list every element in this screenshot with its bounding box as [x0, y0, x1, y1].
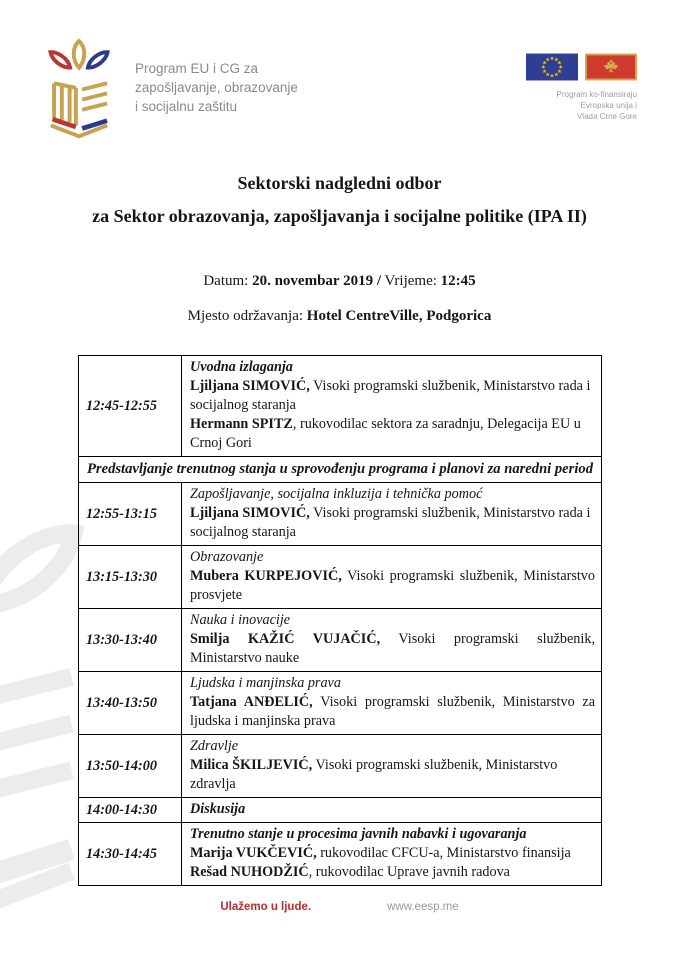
agenda-time-cell: 12:55-13:15	[79, 483, 182, 546]
agenda-text-span: Ljiljana SIMOVIĆ,	[190, 378, 310, 394]
agenda-text-line	[190, 693, 595, 731]
agenda-text-line	[190, 504, 595, 542]
agenda-text-line	[190, 825, 595, 844]
agenda-text-span: Zapošljavanje, socijalna inkluzija i tehnička pomoć	[190, 486, 483, 502]
agenda-table	[78, 355, 602, 886]
agenda-row	[79, 546, 602, 609]
agenda-text-span: , rukovodilac Uprave javnih radova	[308, 864, 510, 880]
venue-line	[0, 308, 679, 325]
agenda-row	[79, 735, 602, 798]
agenda-text-span: Diskusija	[190, 801, 246, 817]
agenda-text-line	[87, 459, 593, 479]
cofinancing-line: Program ko-finansiraju	[556, 90, 637, 99]
time-value: 12:45	[440, 273, 476, 289]
agenda-text-span: Visoki programski službenik, Ministarstvo rada i socijalnog staranja	[190, 378, 591, 413]
separator: /	[376, 273, 381, 289]
brand-line: i socijalnu zaštitu	[135, 99, 238, 114]
agenda-text-line	[190, 377, 595, 415]
agenda-text-span: Zdravlje	[190, 738, 239, 754]
program-logo-text	[135, 59, 298, 116]
agenda-text-span: Uvodna izlaganja	[190, 359, 293, 375]
cofinancing-caption	[526, 89, 637, 122]
agenda-text-span: , rukovodilac sektora za saradnju, Delegacija EU u Crnoj Gori	[190, 416, 581, 451]
date-value: 20. novembar 2019	[252, 273, 374, 289]
agenda-text-line	[190, 674, 595, 693]
agenda-time-cell: 13:30-13:40	[79, 609, 182, 672]
agenda-text-span: Nauka i inovacije	[190, 612, 291, 628]
agenda-text-span: Predstavljanje trenutnog stanja u sprovođenju programa i planovi za naredni period	[87, 461, 593, 477]
agenda-text-span: Ljudska i manjinska prava	[190, 675, 341, 691]
agenda-content-cell	[182, 546, 602, 609]
agenda-section-row	[79, 457, 602, 483]
agenda-text-line	[190, 358, 595, 377]
venue-label: Mjesto održavanja:	[187, 308, 304, 324]
slogan-text: Ulažemo u ljude.	[220, 901, 312, 913]
agenda-content-cell	[182, 672, 602, 735]
agenda-content-cell	[182, 735, 602, 798]
date-label: Datum:	[203, 273, 249, 289]
website-text: www.eesp.me	[387, 901, 459, 913]
agenda-row	[79, 356, 602, 457]
agenda-text-span: Ljiljana SIMOVIĆ,	[190, 505, 310, 521]
montenegro-flag-icon	[585, 53, 637, 81]
agenda-content-cell	[182, 483, 602, 546]
agenda-text-span: Tatjana ANĐELIĆ,	[190, 694, 313, 710]
flags	[526, 53, 637, 81]
page-footer	[0, 901, 679, 913]
agenda-text-line	[190, 630, 595, 668]
agenda-time-cell: 13:15-13:30	[79, 546, 182, 609]
agenda-text-line	[190, 611, 595, 630]
agenda-text-span: Marija VUKČEVIĆ,	[190, 845, 317, 861]
agenda-text-span: Trenutno stanje u procesima javnih nabavki i ugovaranja	[190, 826, 527, 842]
agenda-row	[79, 609, 602, 672]
agenda-row	[79, 823, 602, 886]
agenda-time-cell: 12:45-12:55	[79, 356, 182, 457]
document-title	[0, 167, 679, 233]
agenda-text-line	[190, 756, 595, 794]
title-line-1: Sektorski nadgledni odbor	[237, 173, 442, 193]
agenda-text-span: Visoki programski službenik, Ministarstvo za ljudska i manjinska prava	[190, 694, 595, 729]
brand-line: zapošljavanje, obrazovanje	[135, 80, 298, 95]
agenda-time-cell: 14:30-14:45	[79, 823, 182, 886]
agenda-text-span: Mubera KURPEJOVIĆ,	[190, 568, 342, 584]
agenda-row	[79, 672, 602, 735]
brand-line: Program EU i CG za	[135, 61, 259, 76]
agenda-text-span: Visoki programski službenik, Ministarstvo zdravlja	[190, 757, 558, 792]
agenda-content-cell	[182, 798, 602, 823]
agenda-content-cell	[182, 356, 602, 457]
agenda-content-cell	[182, 823, 602, 886]
eu-flag-icon	[526, 53, 578, 81]
agenda-row	[79, 798, 602, 823]
agenda-text-span: Visoki programski službenik, Ministarstvo rada i socijalnog staranja	[190, 505, 591, 540]
agenda-row	[79, 483, 602, 546]
cofinancing-line: Vlada Crne Gore	[576, 112, 637, 121]
agenda-content-cell	[182, 609, 602, 672]
page-header	[40, 38, 637, 141]
agenda-text-line	[190, 800, 595, 819]
agenda-text-line	[190, 737, 595, 756]
agenda-text-span: Smilja KAŽIĆ VUJAČIĆ,	[190, 631, 381, 647]
date-time-line	[0, 273, 679, 290]
cofinancing-line: Evropska unija i	[580, 101, 637, 110]
agenda-text-span: rukovodilac CFCU-a, Ministarstvo finansija	[316, 845, 571, 861]
agenda-text-span: Obrazovanje	[190, 549, 264, 565]
program-logo	[40, 38, 298, 141]
venue-value: Hotel CentreVille, Podgorica	[306, 308, 492, 324]
agenda-text-line	[190, 415, 595, 453]
agenda-text-line	[190, 567, 595, 605]
agenda-text-span: Hermann SPITZ	[190, 416, 293, 432]
agenda-time-cell: 13:40-13:50	[79, 672, 182, 735]
agenda-text-span: Visoki programski službenik, Ministarstvo nauke	[190, 631, 595, 666]
time-label: Vrijeme:	[384, 273, 437, 289]
agenda-text-line	[190, 485, 595, 504]
agenda-text-span: Milica ŠKILJEVIĆ,	[190, 757, 313, 773]
agenda-text-span: Visoki programski službenik, Ministarstvo prosvjete	[190, 568, 595, 603]
cofinancing-block	[526, 53, 637, 141]
agenda-text-line	[190, 863, 595, 882]
agenda-section-cell	[79, 457, 602, 483]
agenda-text-line	[190, 844, 595, 863]
agenda-text-line	[190, 548, 595, 567]
program-logo-icon	[40, 38, 118, 141]
agenda-time-cell: 14:00-14:30	[79, 798, 182, 823]
agenda-time-cell: 13:50-14:00	[79, 735, 182, 798]
title-line-2: za Sektor obrazovanja, zapošljavanja i socijalne politike (IPA II)	[92, 206, 587, 226]
agenda-text-span: Rešad NUHODŽIĆ	[190, 864, 309, 880]
